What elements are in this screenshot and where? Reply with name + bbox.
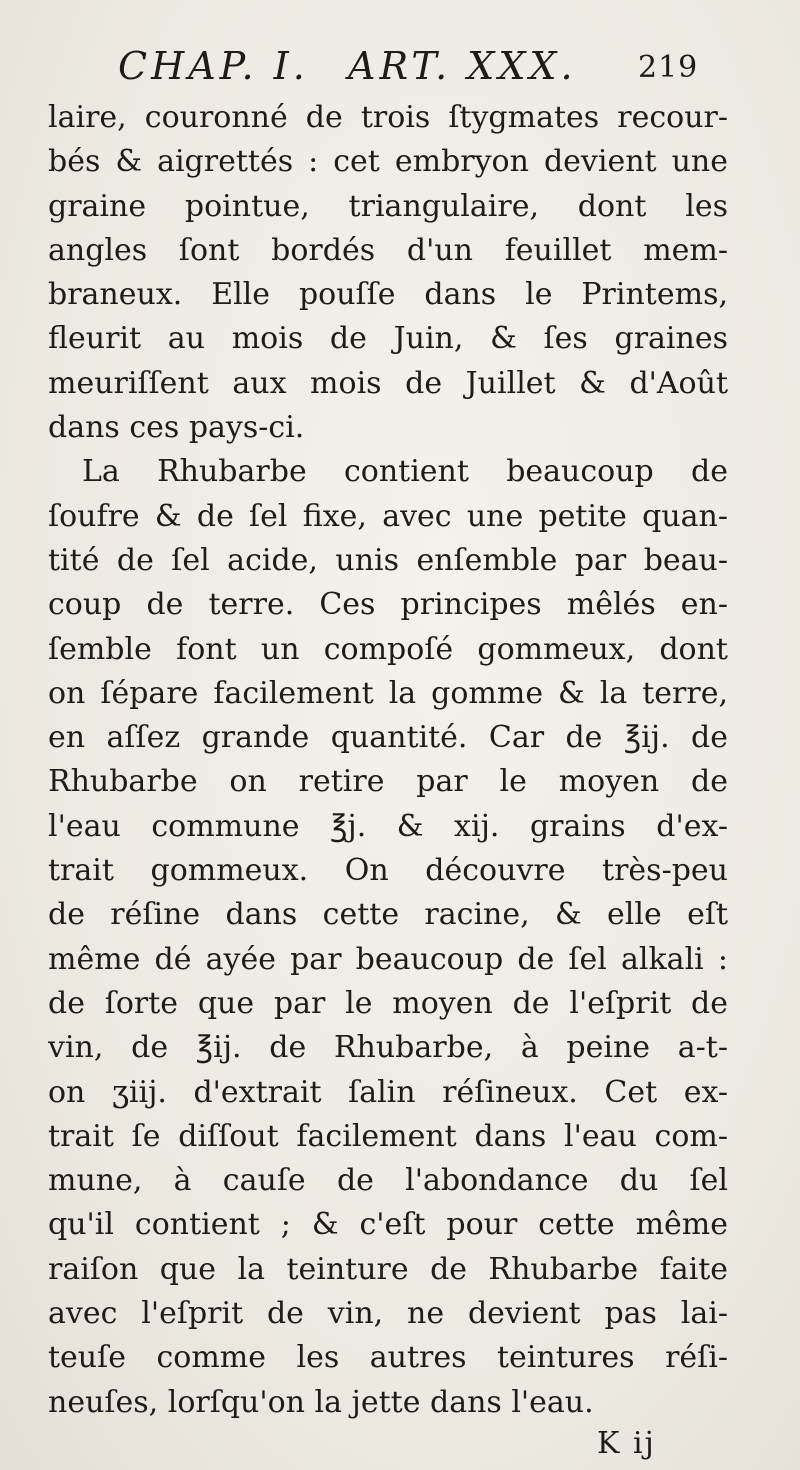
text-line: teuſe comme les autres teintures réſi- (48, 1340, 728, 1376)
text-line: coup de terre. Ces principes mêlés en- (48, 587, 728, 623)
text-line: graine pointue, triangulaire, dont les (48, 188, 728, 224)
text-line: ſemble font un compoſé gommeux, dont (48, 631, 728, 667)
text-line: l'eau commune ℥j. & xij. grains d'ex- (48, 808, 728, 844)
body-text (48, 96, 728, 1425)
text-line: ſoufre & de ſel fixe, avec une petite quan- (48, 498, 728, 534)
text-line: meuriſſent aux mois de Juillet & d'Août (48, 365, 728, 401)
text-line: en aſſez grande quantité. Car de ℥ij. de (48, 720, 728, 756)
text-line: trait ſe diſſout facilement dans l'eau com- (48, 1118, 728, 1154)
text-line: raiſon que la teinture de Rhubarbe faite (48, 1251, 728, 1287)
text-line: qu'il contient ; & c'eſt pour cette même (48, 1207, 728, 1243)
article-heading: ART. XXX. (348, 44, 577, 88)
text-line: braneux. Elle pouſſe dans le Printems, (48, 277, 728, 313)
text-line: angles ſont bordés d'un feuillet mem- (48, 232, 728, 268)
text-line: trait gommeux. On découvre très-peu (48, 853, 728, 889)
text-line: on ſépare facilement la gomme & la terre, (48, 675, 728, 711)
chapter-heading: CHAP. I. (118, 44, 309, 88)
page-number: 219 (638, 50, 699, 85)
text-line: bés & aigrettés : cet embryon devient une (48, 144, 728, 180)
text-line: on ʒiij. d'extrait ſalin réſineux. Cet ex- (48, 1074, 728, 1110)
text-line: de ſorte que par le moyen de l'eſprit de (48, 985, 728, 1021)
text-line: mune, à cauſe de l'abondance du ſel (48, 1163, 728, 1199)
signature-mark: K ij (597, 1426, 656, 1461)
text-line: vin, de ℥ij. de Rhubarbe, à peine a-t- (48, 1030, 728, 1066)
text-line: fleurit au mois de Juin, & ſes graines (48, 321, 728, 357)
text-line: neuſes, lorſqu'on la jette dans l'eau. (48, 1384, 594, 1420)
running-header (118, 40, 718, 100)
text-line: même dé ayée par beaucoup de ſel alkali : (48, 941, 728, 977)
text-line: de réſine dans cette racine, & elle eſt (48, 897, 728, 933)
text-line: avec l'eſprit de vin, ne devient pas lai- (48, 1296, 728, 1332)
text-line: Rhubarbe on retire par le moyen de (48, 764, 728, 800)
text-line: laire, couronné de trois ſtygmates recour- (48, 100, 728, 135)
text-line: tité de ſel acide, unis enſemble par beau- (48, 542, 728, 578)
text-line: dans ces pays-ci. (48, 410, 305, 446)
text-line: La Rhubarbe contient beaucoup de (82, 454, 728, 490)
